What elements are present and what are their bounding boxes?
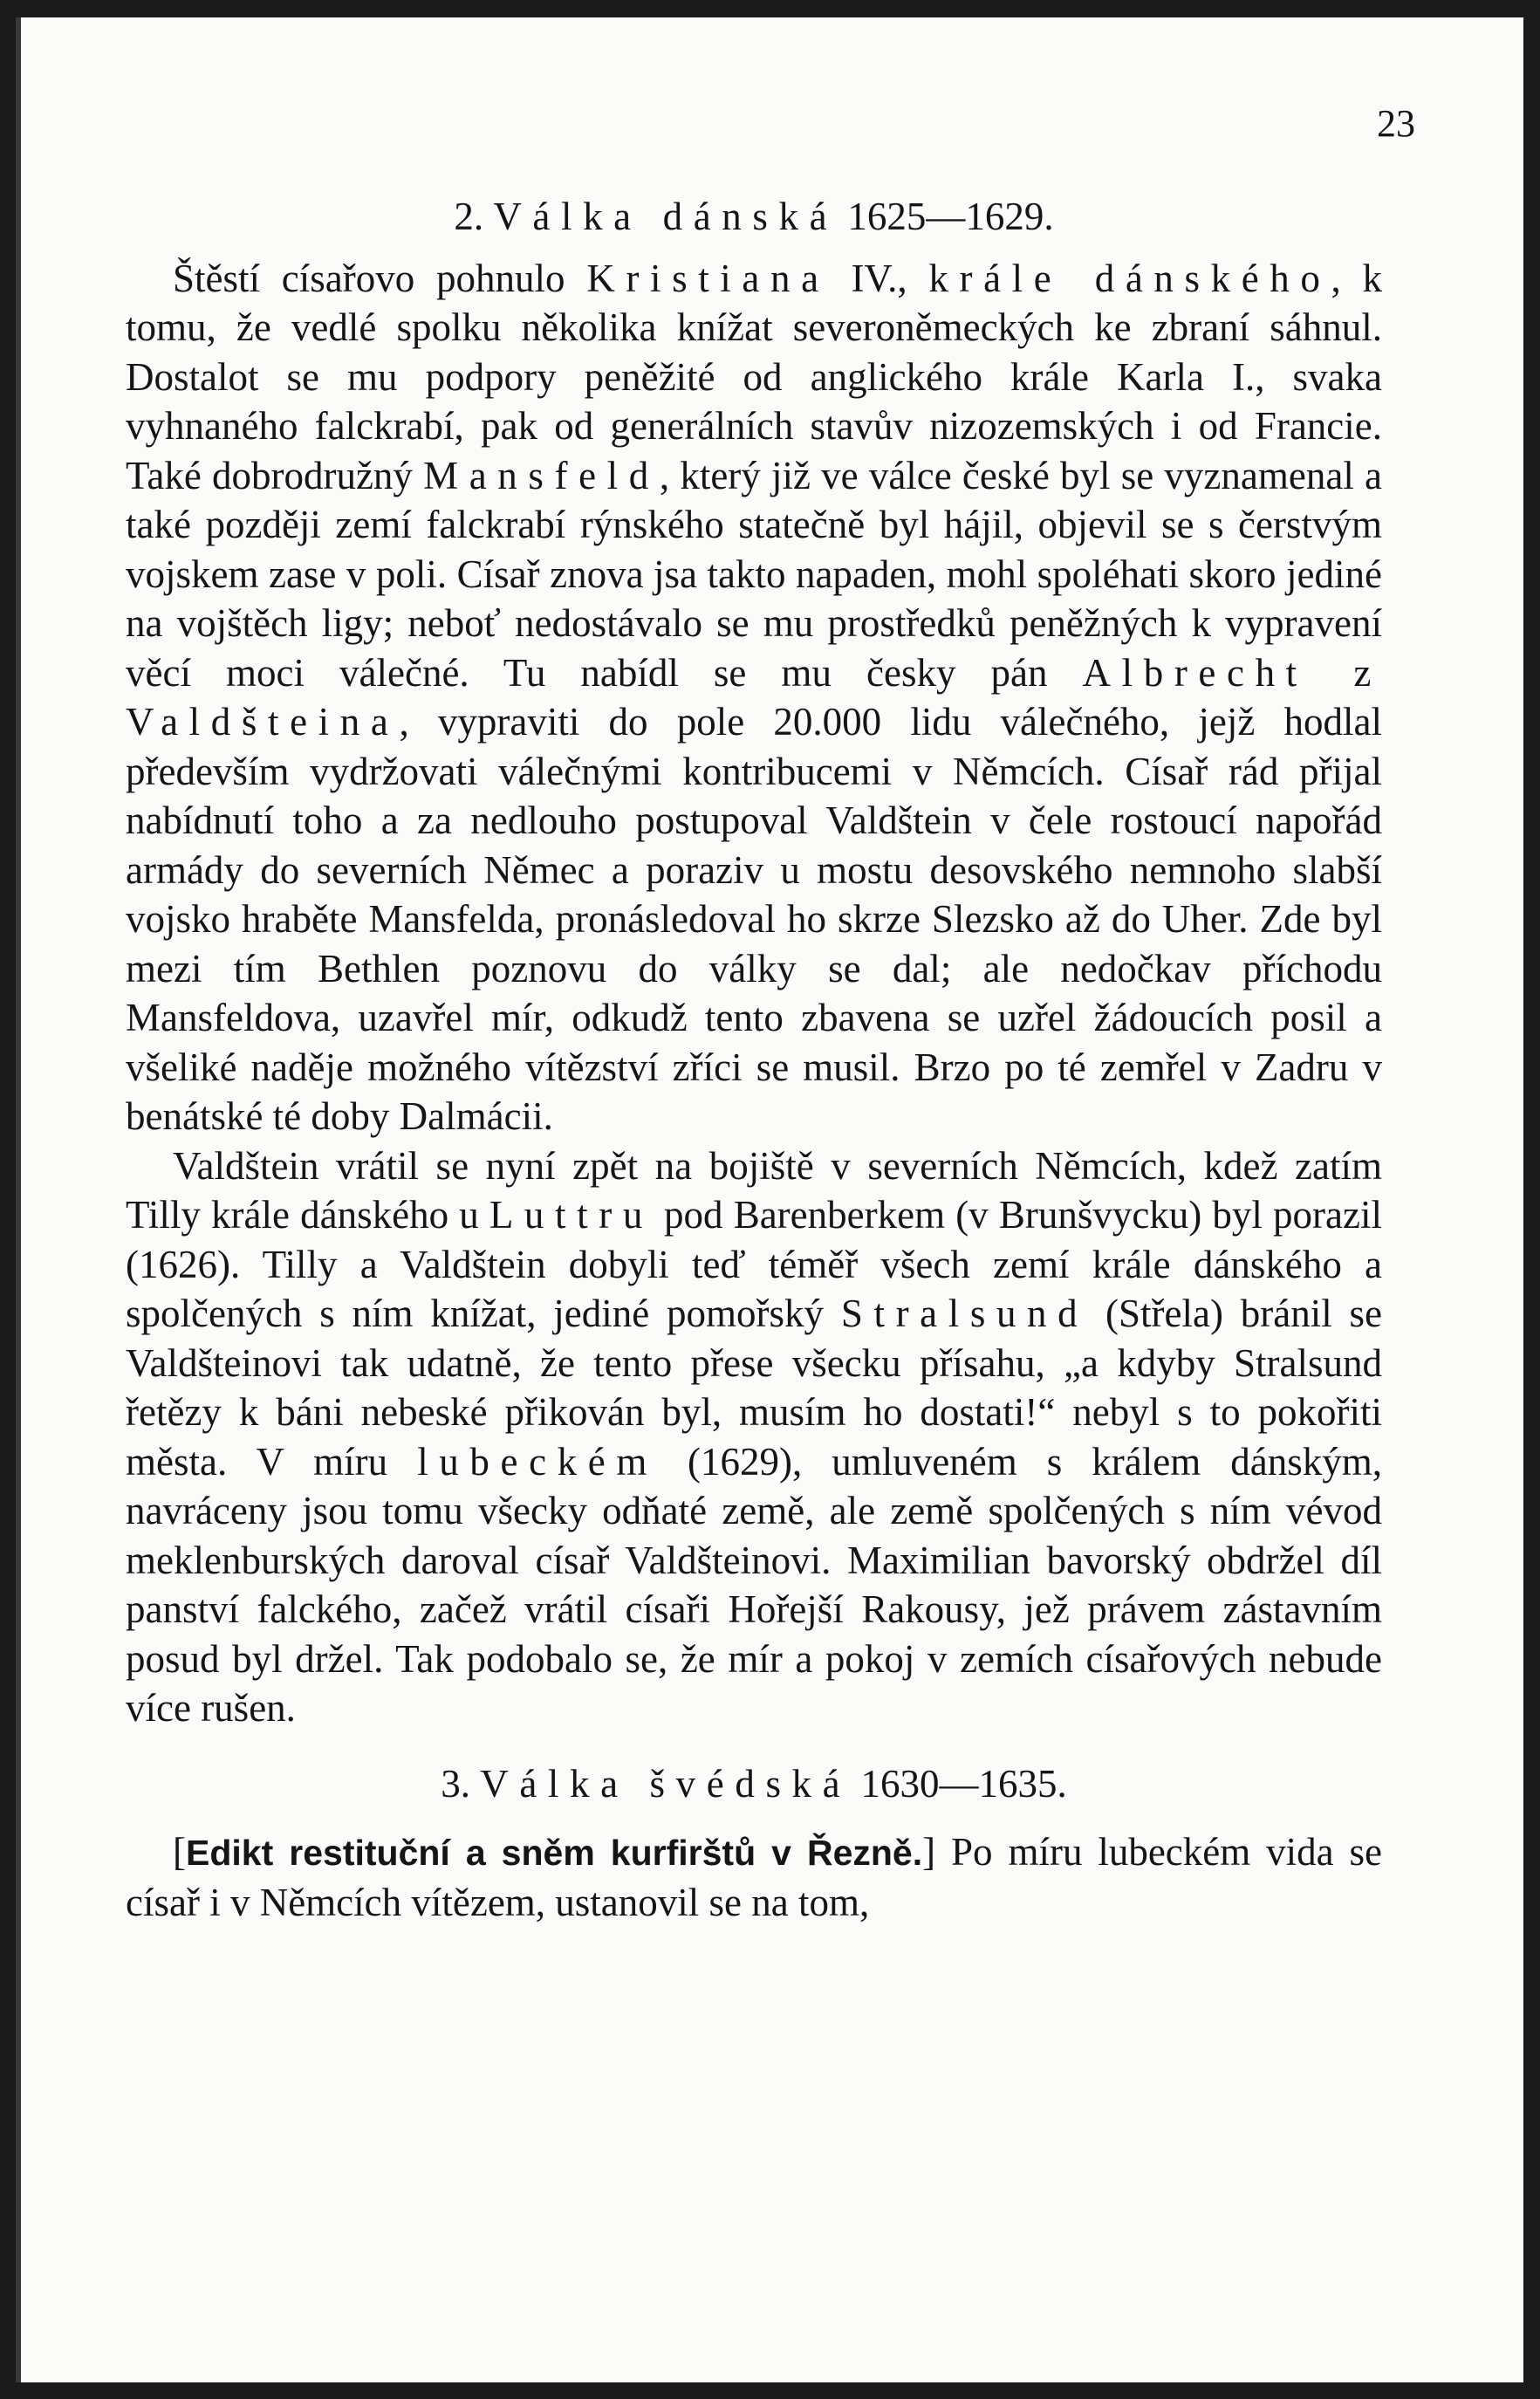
spaced-name-stralsund: Stralsund [840, 1292, 1089, 1335]
paragraph-1 [126, 254, 1382, 1141]
spaced-name-lubeckem: lubeckém [417, 1439, 658, 1484]
section-heading-danish-war [126, 192, 1382, 242]
text-run: , který již ve válce české byl se vyznamenal a také později zemí falckrabí rýnského statečně byl hájil, objevil se s čerstvým vojskem zase v poli. Císař znova jsa takto napaden, mohl spoléhati skoro jediné na vojštěch ligy; neboť nedostávalo se mu prostředků peněžných k vypravení věcí moci válečné. Tu nabídl se mu česky pán [126, 453, 1382, 695]
section-number: 3. [441, 1761, 471, 1806]
spaced-name-krale: krále dánského [928, 256, 1331, 300]
text-run: pod Barenberkem (v Brunšvycku) byl porazil (1626). Tilly a Valdštein dobyli teď téměř všech zemí krále dánského a spolčených s ním knížat, jediné pomořský [126, 1193, 1382, 1335]
text-run: IV., [829, 256, 929, 300]
text-run: Valdštein vrátil se nyní zpět na bojiště v severních Němcích, kdež zatím Tilly krále dánského u [126, 1143, 1382, 1237]
text-run: Po míru lubeckém vida se císař i v Němcích vítězem, ustanovil se na tom, [126, 1830, 1382, 1924]
section-number: 2. [454, 195, 484, 238]
bracket-open: [ [173, 1830, 186, 1874]
spaced-name-kristian: Kristiana [586, 256, 830, 300]
text-run: , k tomu, že vedlé spolku několika knížat severoněmeckých ke zbraní sáhnul. Dostalot se mu podpory peněžité od anglického krále Karla I., svaka vyhnaného falckrabí, pak od generálních stavův nizozemských i od Francie. Také dobrodružný [126, 256, 1383, 497]
text-run: Štěstí císařovo pohnulo [173, 256, 587, 300]
section-title: Válka švédská [480, 1761, 852, 1806]
paragraph-2 [126, 1141, 1382, 1733]
spaced-name-luttru: Luttru [489, 1193, 654, 1237]
spaced-name-albrecht: Albrecht z Valdšteina [126, 650, 1382, 744]
section-years: 1625—1629. [847, 195, 1054, 238]
page-number: 23 [1377, 102, 1415, 145]
spaced-name-mansfeld: Mansfeld [423, 453, 660, 497]
text-column [126, 192, 1382, 1927]
book-page [16, 17, 1523, 2382]
text-run: , vypraviti do pole 20.000 lidu válečného, jejž hodlal především vydržovati válečnými kontribucemi v Němcích. Císař rád přijal nabídnutí toho a za nedlouho postupoval Valdštein v čele rostoucí napořád armády do severních Němec a poraziv u mostu desovského nemnoho slabší vojsko hraběte Mansfelda, pronásledoval ho skrze Slezsko až do Uher. Zde byl mezi tím Bethlen poznovu do války se dal; ale nedočkav příchodu Mansfeldova, uzavřel mír, odkudž tento zbavena se uzřel žádoucích posil a všeliké naděje možného vítězství zříci se musil. Brzo po té zemřel v Zadru v benátské té doby Dalmácii. [126, 700, 1382, 1138]
side-heading: Edikt restituční a sněm kurfirštů v Řezně. [186, 1833, 923, 1873]
section-title: Válka dánská [493, 195, 838, 238]
section-years: 1630—1635. [860, 1761, 1067, 1806]
section-heading-swedish-war [126, 1759, 1382, 1809]
text-run: (Střela) bránil se Valdšteinovi tak udatně, že tento přese všecku přísahu, „a kdyby Stralsund řetězy k báni nebeské přikován byl, musím ho dostati!“ nebyl s to pokořiti města. V míru [126, 1292, 1382, 1484]
paragraph-3 [126, 1827, 1382, 1927]
text-run: (1629), umluveném s králem dánským, navráceny jsou tomu všecky odňaté země, ale země spolčených s ním vévod meklenburských daroval císař Valdšteinovi. Maximilian bavorský obdržel díl panství falckého, začež vrátil císaři Hořejší Rakousy, jež právem zástavním posud byl držel. Tak podobalo se, že mír a pokoj v zemích císařových nebude více rušen. [126, 1439, 1382, 1730]
bracket-close: ] [922, 1830, 936, 1874]
